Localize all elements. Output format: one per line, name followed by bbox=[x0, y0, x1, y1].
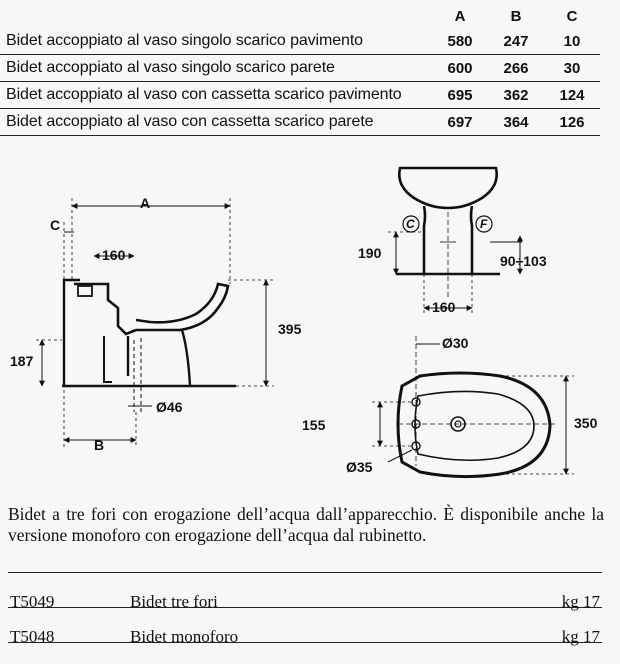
row-value-b: 362 bbox=[488, 82, 544, 109]
row-value-b: 364 bbox=[488, 109, 544, 136]
row-value-a: 695 bbox=[432, 82, 488, 109]
table-row bbox=[0, 82, 600, 109]
dimensions-table bbox=[0, 4, 600, 136]
label-d46: Ø46 bbox=[156, 399, 183, 415]
row-description: Bidet accoppiato al vaso con cassetta scarico parete bbox=[0, 109, 432, 136]
header-b: B bbox=[510, 7, 522, 25]
label-187: 187 bbox=[10, 353, 34, 369]
table-header-row bbox=[0, 4, 600, 28]
label-160-side: 160 bbox=[102, 247, 126, 263]
side-pedestal bbox=[128, 330, 190, 386]
label-d30: Ø30 bbox=[442, 335, 469, 351]
label-c: C bbox=[50, 217, 61, 233]
row-description: Bidet accoppiato al vaso singolo scarico pavimento bbox=[0, 28, 432, 55]
top-outer-rim bbox=[398, 373, 550, 477]
product-weight: kg 17 bbox=[561, 627, 600, 646]
label-d35: Ø35 bbox=[346, 459, 373, 475]
row-value-c: 126 bbox=[544, 109, 600, 136]
front-bowl bbox=[399, 168, 496, 208]
header-a: A bbox=[454, 7, 466, 25]
technical-drawing bbox=[0, 150, 620, 490]
header-c: C bbox=[566, 7, 578, 25]
side-connector bbox=[74, 284, 136, 334]
row-value-c: 124 bbox=[544, 82, 600, 109]
row-value-a: 697 bbox=[432, 109, 488, 136]
row-description: Bidet accoppiato al vaso con cassetta scarico pavimento bbox=[0, 82, 432, 109]
row-value-b: 266 bbox=[488, 55, 544, 82]
top-view bbox=[372, 336, 574, 477]
table-row bbox=[0, 109, 600, 136]
label-c-mark: C bbox=[406, 217, 415, 231]
drawing-canvas bbox=[0, 150, 620, 490]
product-list bbox=[8, 572, 602, 646]
side-inner-wall bbox=[104, 336, 112, 382]
header-description bbox=[0, 4, 432, 28]
side-view bbox=[36, 198, 274, 448]
side-connector-box bbox=[78, 286, 92, 296]
table-row bbox=[0, 28, 600, 55]
product-description: Bidet a tre fori con erogazione dell’acqua dall’apparecchio. È disponibile anche la versione monoforo con erogazione dell’acqua dal rubinetto. bbox=[8, 503, 604, 545]
label-395: 395 bbox=[278, 321, 302, 337]
row-value-a: 580 bbox=[432, 28, 488, 55]
label-190: 190 bbox=[358, 245, 382, 261]
label-90-103: 90÷103 bbox=[500, 253, 547, 269]
row-value-c: 30 bbox=[544, 55, 600, 82]
label-155: 155 bbox=[302, 417, 326, 433]
label-350: 350 bbox=[574, 415, 598, 431]
product-code: T5048 bbox=[10, 627, 55, 646]
row-description: Bidet accoppiato al vaso singolo scarico parete bbox=[0, 55, 432, 82]
product-name: Bidet tre fori bbox=[130, 592, 218, 611]
row-value-c: 10 bbox=[544, 28, 600, 55]
top-inner-rim bbox=[415, 391, 534, 460]
product-code: T5049 bbox=[10, 592, 55, 611]
product-name: Bidet monoforo bbox=[130, 627, 239, 646]
table-row bbox=[0, 55, 600, 82]
product-weight: kg 17 bbox=[561, 592, 600, 611]
label-b: B bbox=[94, 437, 105, 453]
side-bowl bbox=[136, 284, 228, 330]
label-f-mark: F bbox=[480, 217, 488, 231]
front-view bbox=[388, 168, 522, 316]
label-160-front: 160 bbox=[432, 299, 456, 315]
list-item bbox=[8, 572, 602, 611]
row-value-b: 247 bbox=[488, 28, 544, 55]
label-a: A bbox=[140, 195, 151, 211]
list-item bbox=[8, 607, 602, 646]
row-value-a: 600 bbox=[432, 55, 488, 82]
